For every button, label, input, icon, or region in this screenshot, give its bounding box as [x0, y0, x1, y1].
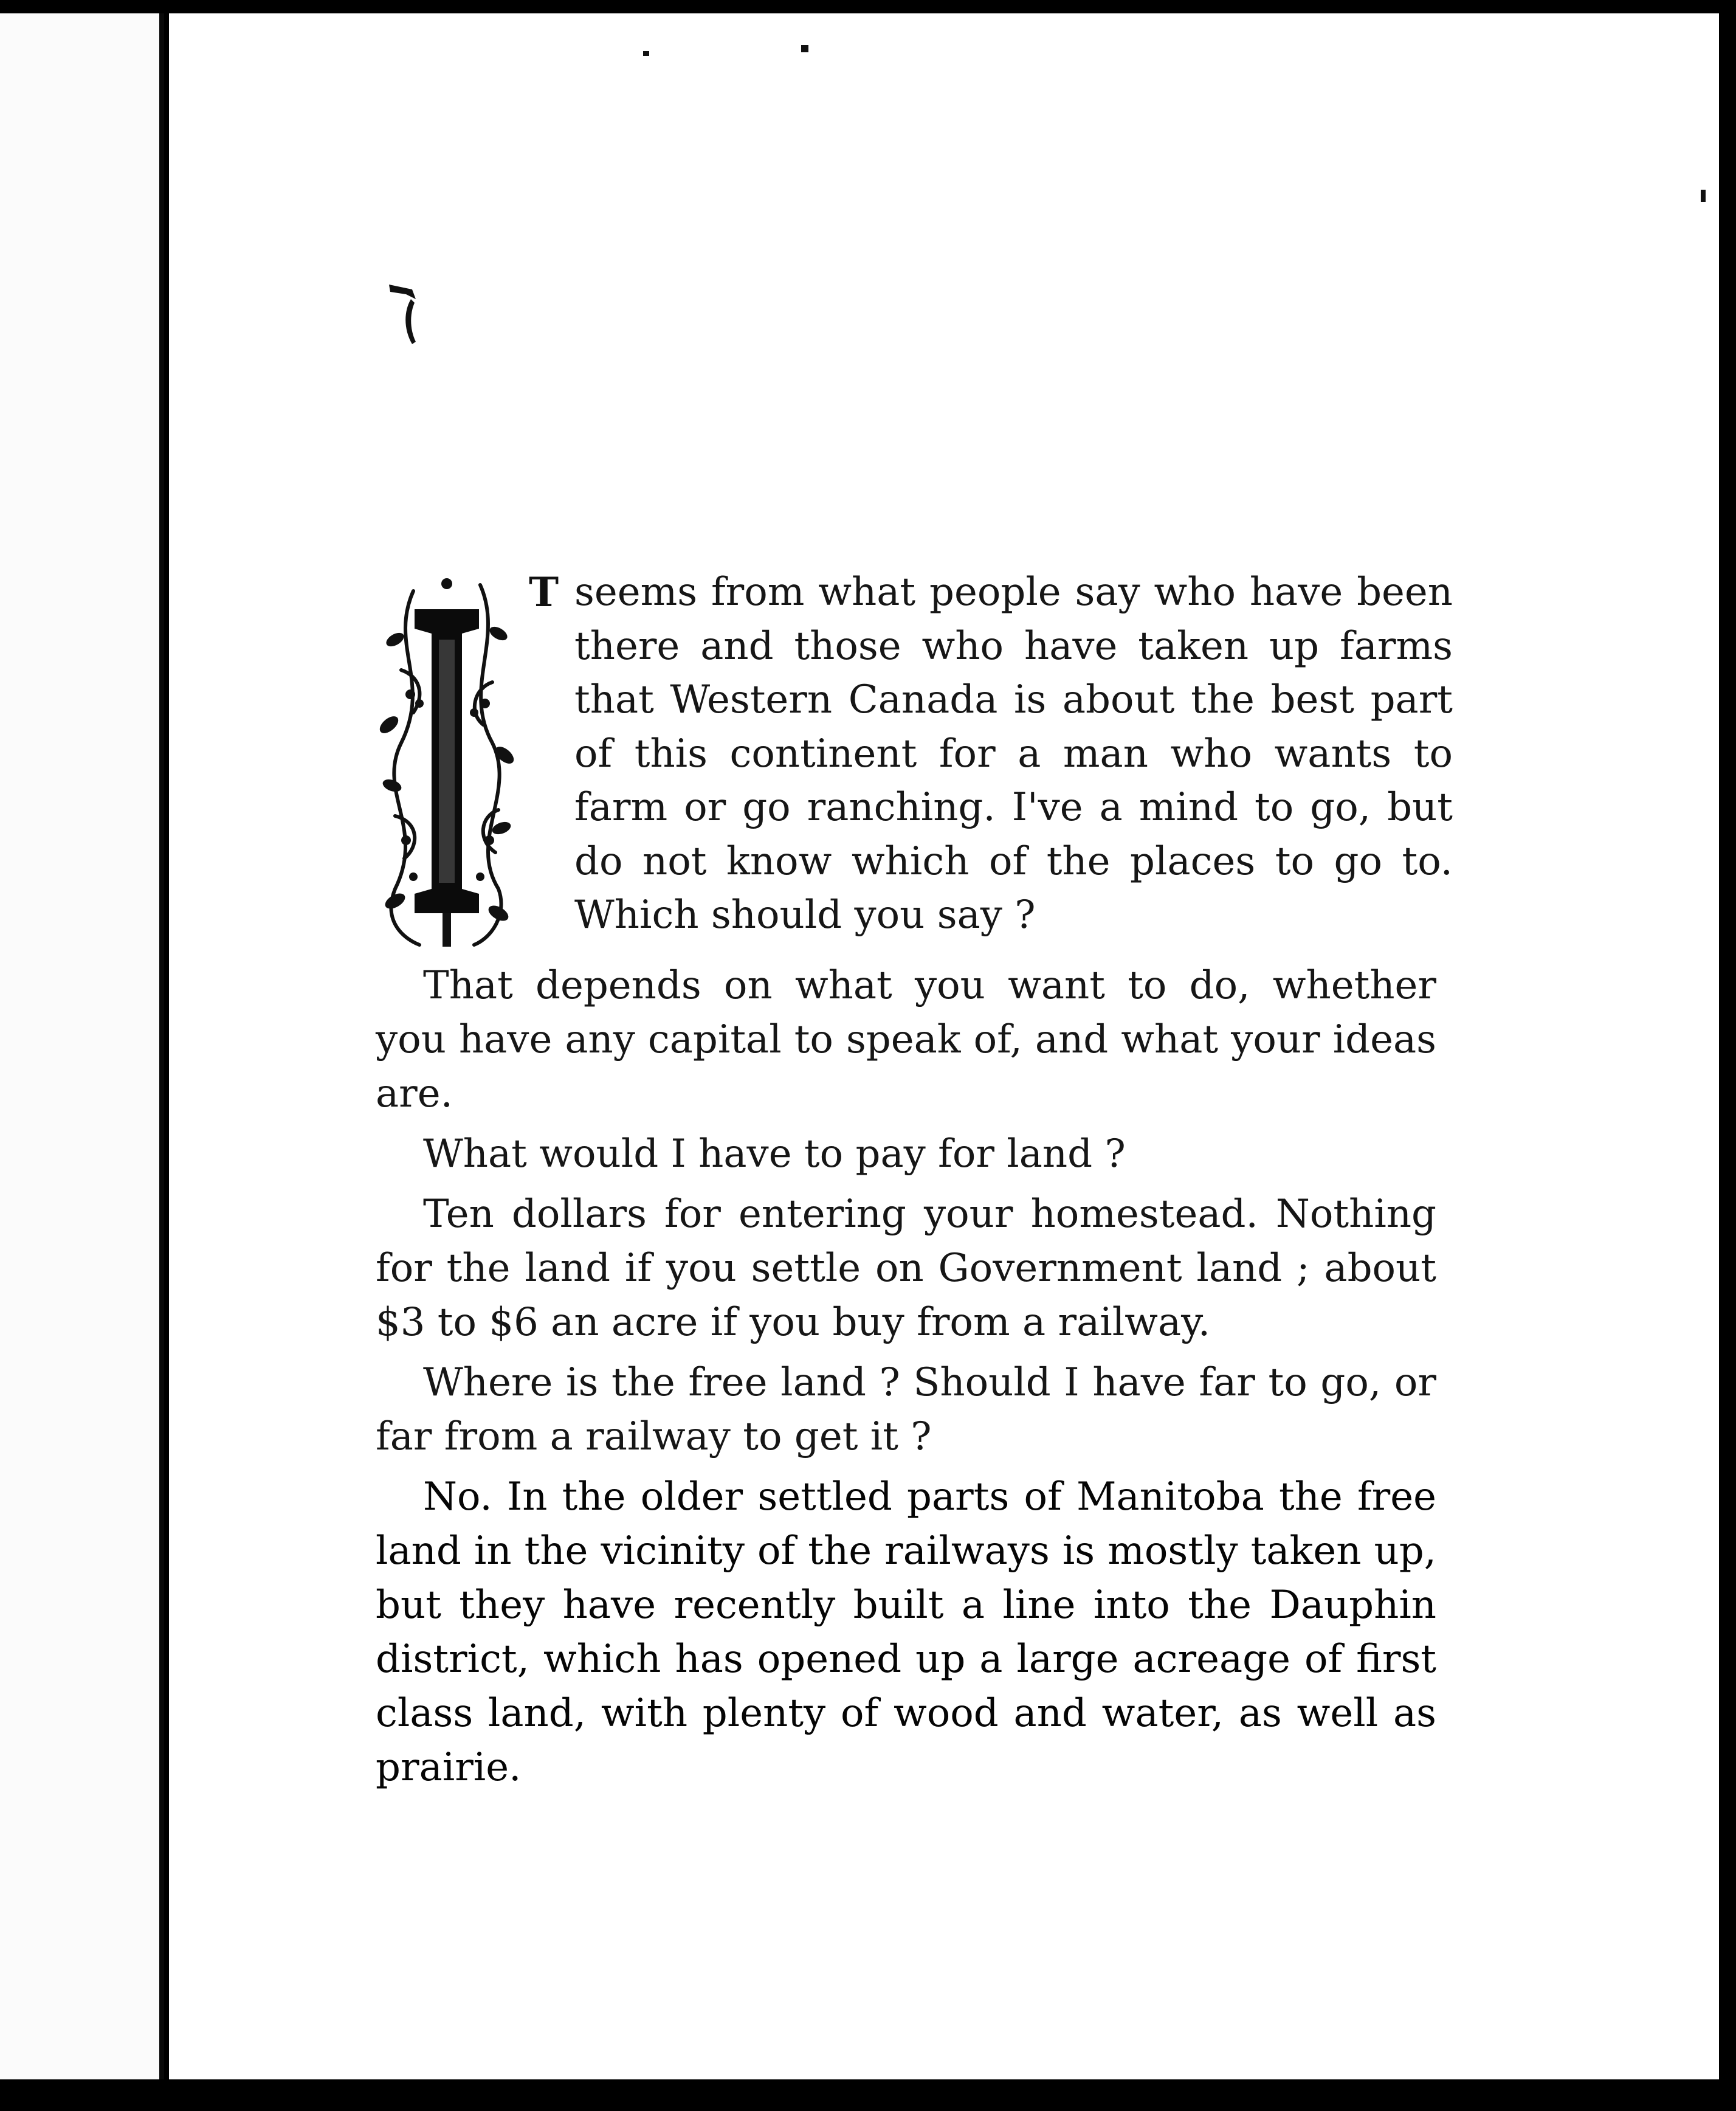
paragraph: That depends on what you want to do, whether you have any capital to speak of, and what your ideas are.: [376, 963, 1436, 1116]
scan-speck: [1701, 190, 1706, 202]
opening-text: seems from what people say who have been there and those who have taken up farms that Western Canada is about the best part of this continent for a man who wants to farm or go ranching. I've a mind to go, but do not know which of the places to go to. Which should you say ?: [574, 570, 1453, 938]
body-text: [376, 959, 1436, 1801]
gutter-fold-line: [159, 13, 164, 2079]
drop-cap-lead-letter: T: [529, 568, 559, 616]
paragraph: What would I have to pay for land ?: [423, 1132, 1126, 1176]
facing-page-margin: [0, 13, 159, 2079]
scan-speck: [801, 45, 808, 52]
printer-mark-icon: [388, 281, 421, 348]
paragraph: Where is the free land ? Should I have far to go, or far from a railway to get it ?: [376, 1360, 1436, 1459]
paragraph: Ten dollars for entering your homestead. Nothing for the land if you settle on Government land ; about $3 to $6 an acre if you buy from a railway.: [376, 1192, 1436, 1345]
document-page: [169, 13, 1719, 2079]
scan-speck: [643, 51, 649, 56]
paragraph: No. In the older settled parts of Manitoba the free land in the vicinity of the railways is mostly taken up, but they have recently built a line into the Dauphin district, which has opened up a large acreage of first class land, with plenty of wood and water, as well as prairie.: [376, 1474, 1436, 1790]
ornamental-drop-cap-icon: [377, 573, 517, 950]
